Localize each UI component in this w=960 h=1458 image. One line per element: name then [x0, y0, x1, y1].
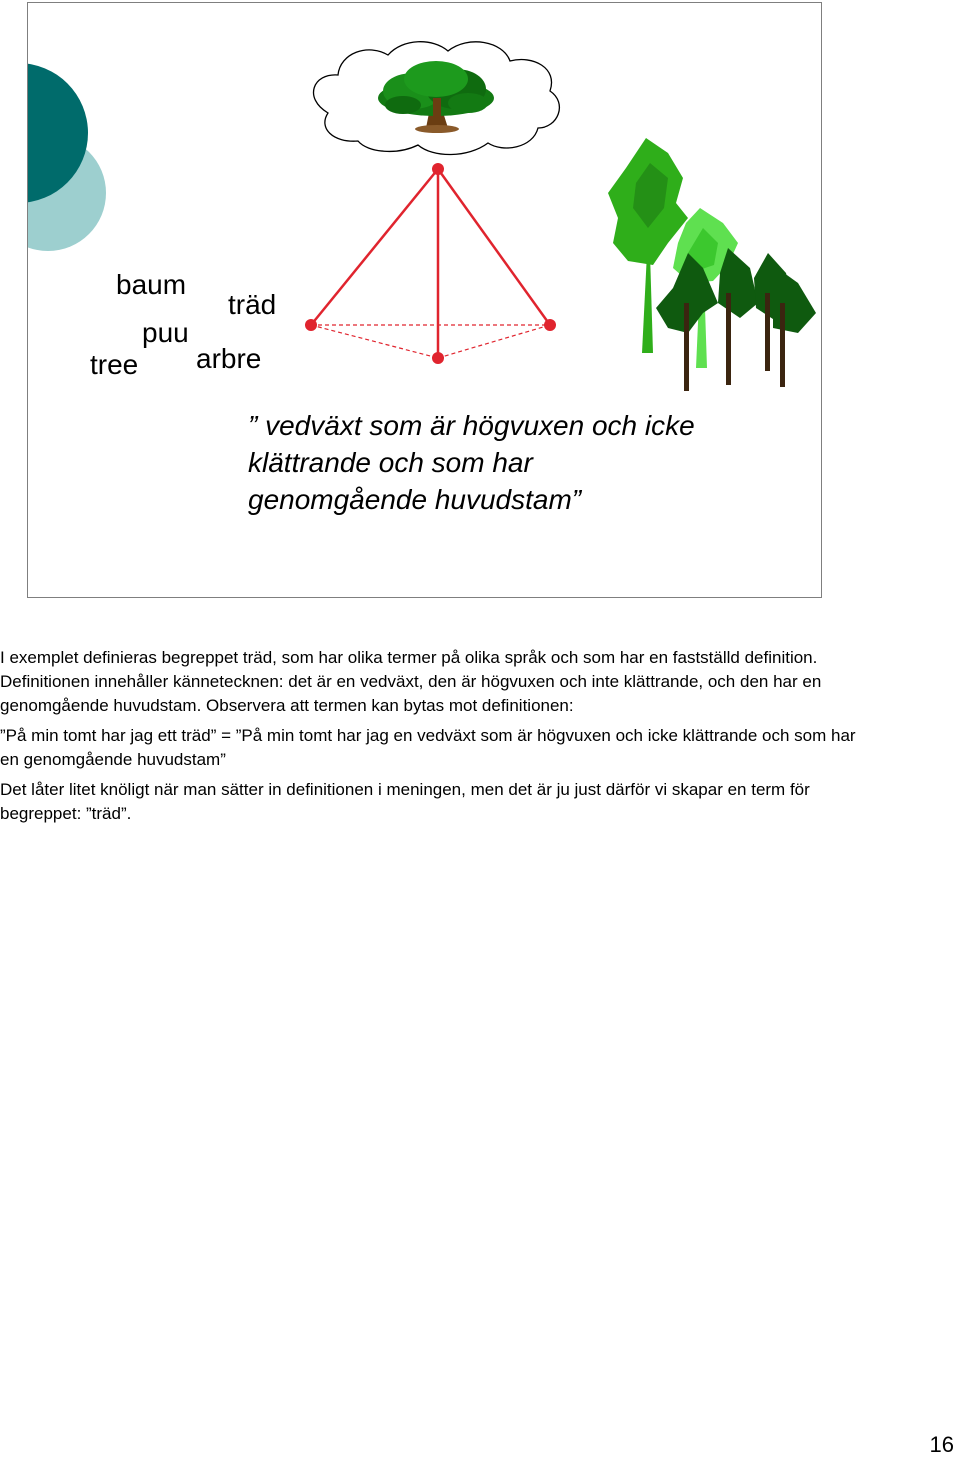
triangle-vertex-definition	[432, 352, 444, 364]
forest-icon	[608, 138, 816, 391]
page-number: 16	[929, 1432, 954, 1457]
triangle-vertex-object	[544, 319, 556, 331]
term-tree: tree	[90, 349, 139, 380]
term-trad: träd	[228, 289, 277, 320]
term-arbre: arbre	[196, 343, 262, 374]
term-puu: puu	[142, 317, 189, 348]
notes-paragraph-2: ”På min tomt har jag ett träd” = ”På min tomt har jag en vedväxt som är högvuxen och icke klättrande och som har en genomgående huvudstam”	[0, 726, 856, 769]
definition-text: ” vedväxt som är högvuxen och icke klättrande och som har genomgående huvudstam”	[248, 410, 695, 515]
semiotic-triangle	[305, 163, 556, 364]
notes-paragraph-3: Det låter litet knöligt när man sätter in definitionen i meningen, men det är ju just därför vi skapar en term för begreppet: ”träd”.	[0, 780, 810, 823]
triangle-vertex-concept	[432, 163, 444, 175]
notes-paragraph-1: I exemplet definieras begreppet träd, som har olika termer på olika språk och som har en fastställd definition. Definitionen innehåller kännetecknen: det är en vedväxt, den är högvuxen och inte klättrande, och den har en genomgående huvudstam. Observera att termen kan bytas mot definitionen:	[0, 648, 822, 715]
term-baum: baum	[116, 269, 187, 300]
triangle-vertex-term	[305, 319, 317, 331]
slide	[27, 2, 822, 598]
speaker-notes	[0, 646, 860, 826]
